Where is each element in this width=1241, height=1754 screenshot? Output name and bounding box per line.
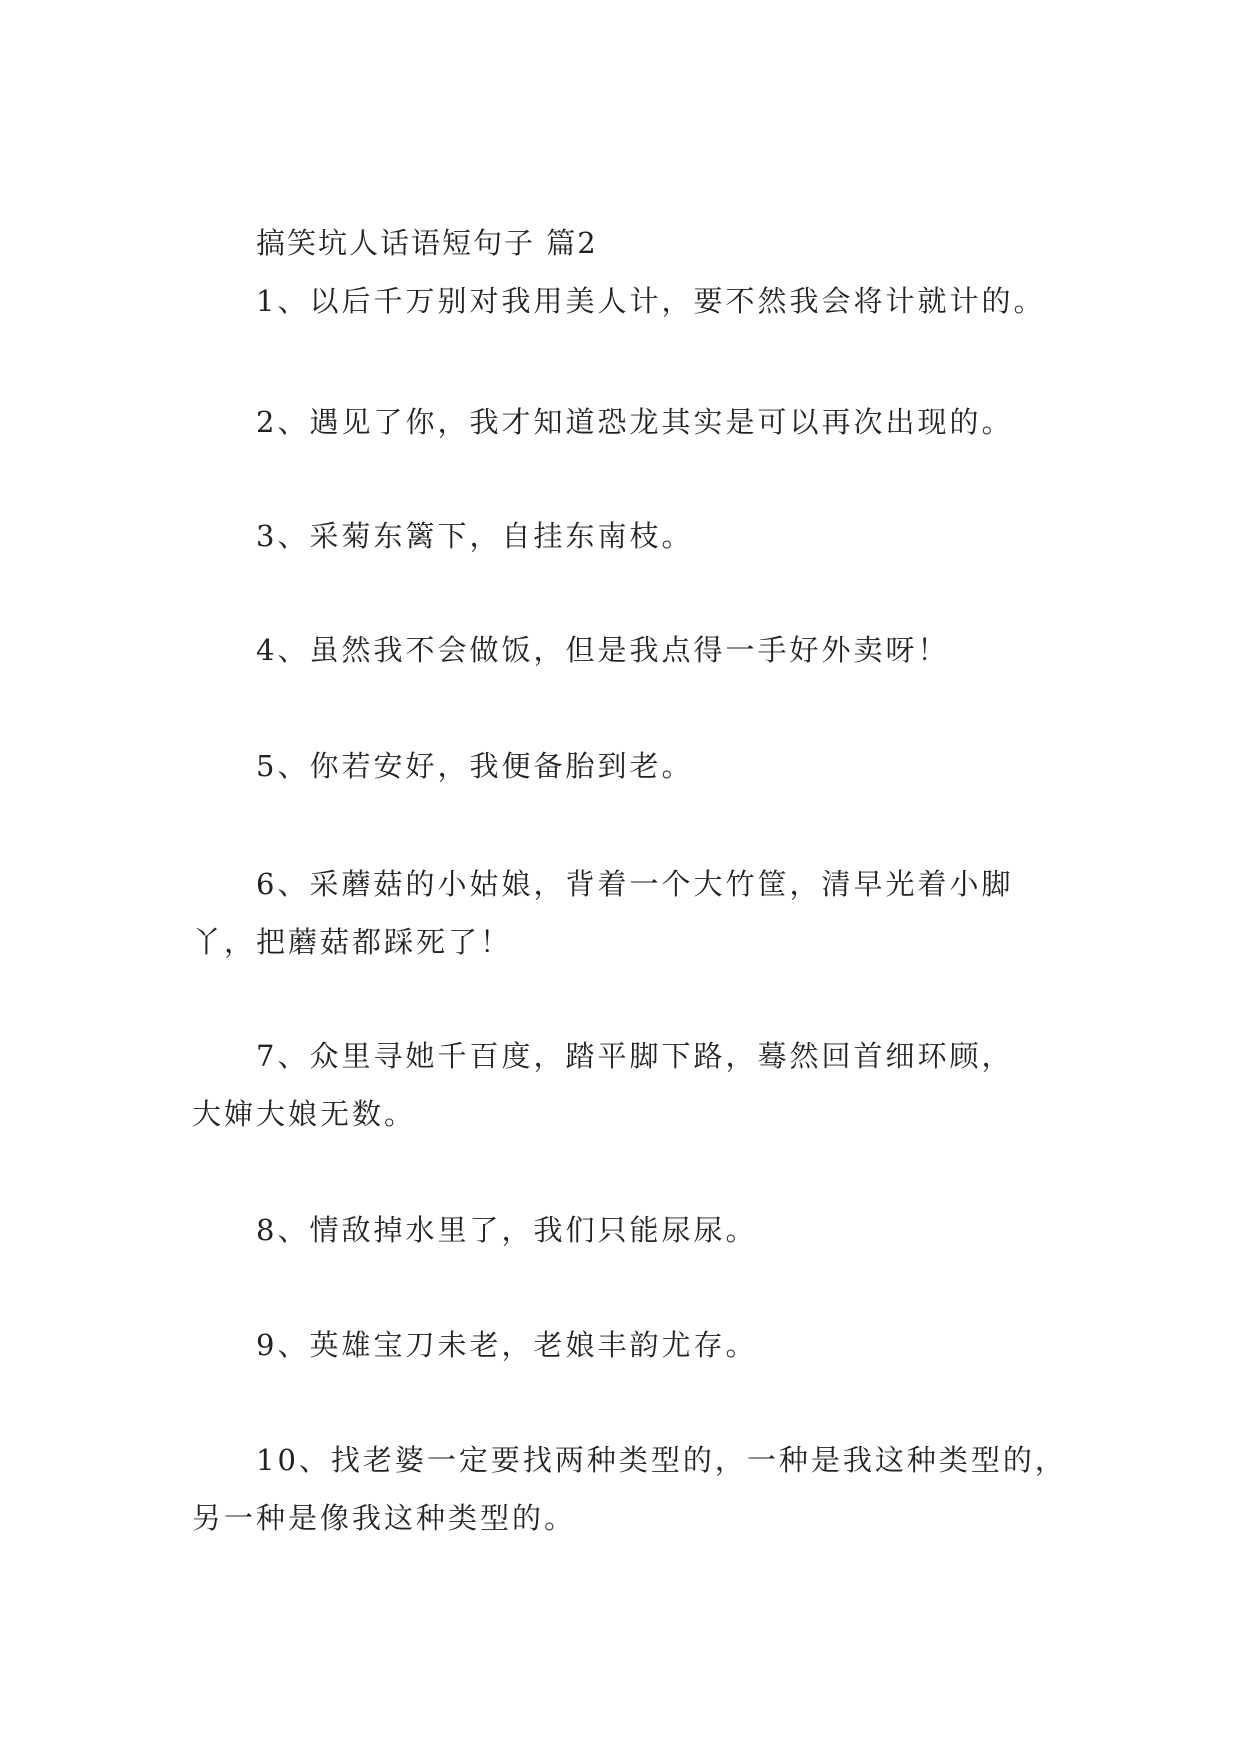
paragraph-1: 1、以后千万别对我用美人计，要不然我会将计就计的。 <box>256 284 1046 318</box>
paragraph-10-line-1: 10、找老婆一定要找两种类型的，一种是我这种类型的， <box>256 1443 1067 1477</box>
paragraph-3: 3、采菊东篱下，自挂东南枝。 <box>256 519 694 553</box>
paragraph-7-line-2: 大婶大娘无数。 <box>192 1097 417 1131</box>
document-title: 搞笑坑人话语短句子 篇2 <box>256 226 598 260</box>
paragraph-7-line-1: 7、众里寻她千百度，踏平脚下路，蓦然回首细环顾， <box>256 1039 1014 1073</box>
paragraph-6-line-2: 丫，把蘑菇都踩死了！ <box>192 925 513 959</box>
paragraph-6-line-1: 6、采蘑菇的小姑娘，背着一个大竹筐，清早光着小脚 <box>256 867 1014 901</box>
paragraph-9: 9、英雄宝刀未老，老娘丰韵尤存。 <box>256 1328 758 1362</box>
paragraph-4: 4、虽然我不会做饭，但是我点得一手好外卖呀！ <box>256 633 950 667</box>
paragraph-5: 5、你若安好，我便备胎到老。 <box>256 749 694 783</box>
paragraph-10-line-2: 另一种是像我这种类型的。 <box>192 1501 577 1535</box>
paragraph-2: 2、遇见了你，我才知道恐龙其实是可以再次出现的。 <box>256 405 1014 439</box>
paragraph-8: 8、情敌掉水里了，我们只能尿尿。 <box>256 1213 758 1247</box>
